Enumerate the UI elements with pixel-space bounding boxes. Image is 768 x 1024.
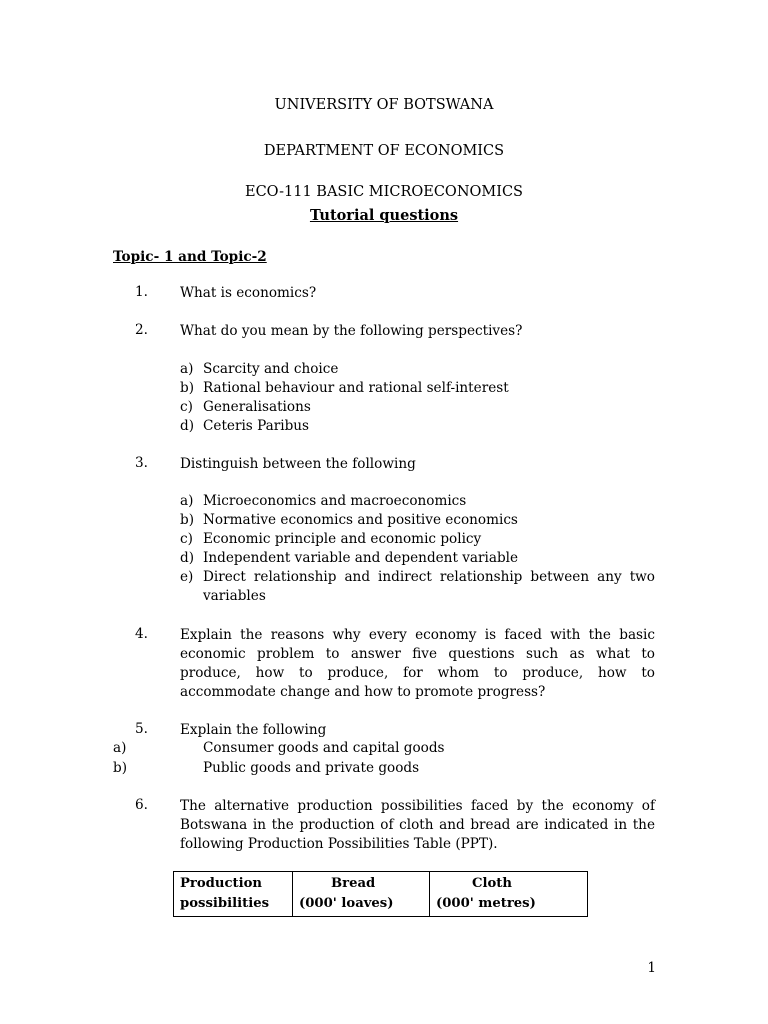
question-number: 6. bbox=[135, 797, 148, 813]
question-text: Distinguish between the following bbox=[180, 456, 416, 472]
table-header-line: Cloth bbox=[472, 876, 512, 891]
table-cell bbox=[430, 872, 588, 917]
list-item-text: Rational behaviour and rational self-interest bbox=[203, 380, 509, 396]
question-3-list bbox=[180, 492, 655, 606]
list-item-text: Microeconomics and macroeconomics bbox=[203, 493, 467, 509]
table-cell bbox=[174, 872, 293, 917]
production-possibilities-table bbox=[173, 871, 588, 917]
page-number: 1 bbox=[647, 960, 656, 976]
list-item bbox=[180, 417, 655, 436]
list-item-label: a) bbox=[180, 361, 194, 377]
department-title: DEPARTMENT OF ECONOMICS bbox=[263, 143, 505, 159]
question-text: What do you mean by the following perspectives? bbox=[180, 323, 523, 339]
question-number: 1. bbox=[135, 284, 148, 300]
question-text: The alternative production possibilities faced by the economy of Botswana in the production of cloth and bread are indicated in the following Production Possibilities Table (PPT). bbox=[180, 798, 655, 852]
list-item-label: c) bbox=[180, 531, 193, 547]
list-item-text: Independent variable and dependent variable bbox=[203, 550, 519, 566]
course-title: ECO-111 BASIC MICROECONOMICS bbox=[245, 184, 523, 200]
list-item bbox=[180, 511, 655, 530]
list-item-text: Direct relationship and indirect relationship between any two variables bbox=[203, 569, 655, 604]
list-item-label: b) bbox=[180, 512, 195, 528]
list-item bbox=[180, 379, 655, 398]
question-number: 3. bbox=[135, 455, 148, 471]
table-cell bbox=[293, 872, 430, 917]
list-item bbox=[180, 568, 655, 606]
table-header-line: possibilities bbox=[180, 896, 270, 911]
list-item-label: d) bbox=[180, 550, 195, 566]
list-item-text: Generalisations bbox=[203, 399, 311, 415]
list-item bbox=[180, 360, 655, 379]
table-header-line: Production bbox=[180, 876, 262, 891]
list-item-label: b) bbox=[113, 760, 128, 776]
table-header-line: (000' metres) bbox=[436, 896, 536, 911]
list-item-text: Economic principle and economic policy bbox=[203, 531, 482, 547]
question-text: Explain the following bbox=[180, 722, 327, 738]
list-item bbox=[180, 492, 655, 511]
table-row bbox=[174, 872, 588, 917]
question-2-list bbox=[180, 360, 655, 436]
list-item-label: a) bbox=[180, 493, 194, 509]
university-title: UNIVERSITY OF BOTSWANA bbox=[274, 97, 494, 113]
list-item-text: Consumer goods and capital goods bbox=[203, 740, 445, 756]
list-item bbox=[180, 530, 655, 549]
list-item bbox=[180, 398, 655, 417]
question-text: What is economics? bbox=[180, 285, 317, 301]
topic-heading: Topic- 1 and Topic-2 bbox=[113, 249, 267, 265]
question-number: 5. bbox=[135, 721, 148, 737]
question-number: 2. bbox=[135, 322, 148, 338]
list-item-label: b) bbox=[180, 380, 195, 396]
table-header-line: (000' loaves) bbox=[299, 896, 394, 911]
list-item-text: Ceteris Paribus bbox=[203, 418, 310, 434]
question-text: Explain the reasons why every economy is faced with the basic economic problem to answer five questions such as what to produce, how to produce, for whom to produce, how to accommodate change and how to promote progress? bbox=[180, 627, 655, 700]
list-item-text: Normative economics and positive economics bbox=[203, 512, 518, 528]
table-header-line: Bread bbox=[331, 876, 376, 891]
list-item-label: e) bbox=[180, 569, 194, 585]
list-item-text: Scarcity and choice bbox=[203, 361, 339, 377]
list-item-label: d) bbox=[180, 418, 195, 434]
list-item-label: a) bbox=[113, 740, 127, 756]
document-subtitle: Tutorial questions bbox=[309, 207, 459, 224]
list-item-text: Public goods and private goods bbox=[203, 760, 420, 776]
list-item-label: c) bbox=[180, 399, 193, 415]
list-item bbox=[180, 549, 655, 568]
question-number: 4. bbox=[135, 626, 148, 642]
